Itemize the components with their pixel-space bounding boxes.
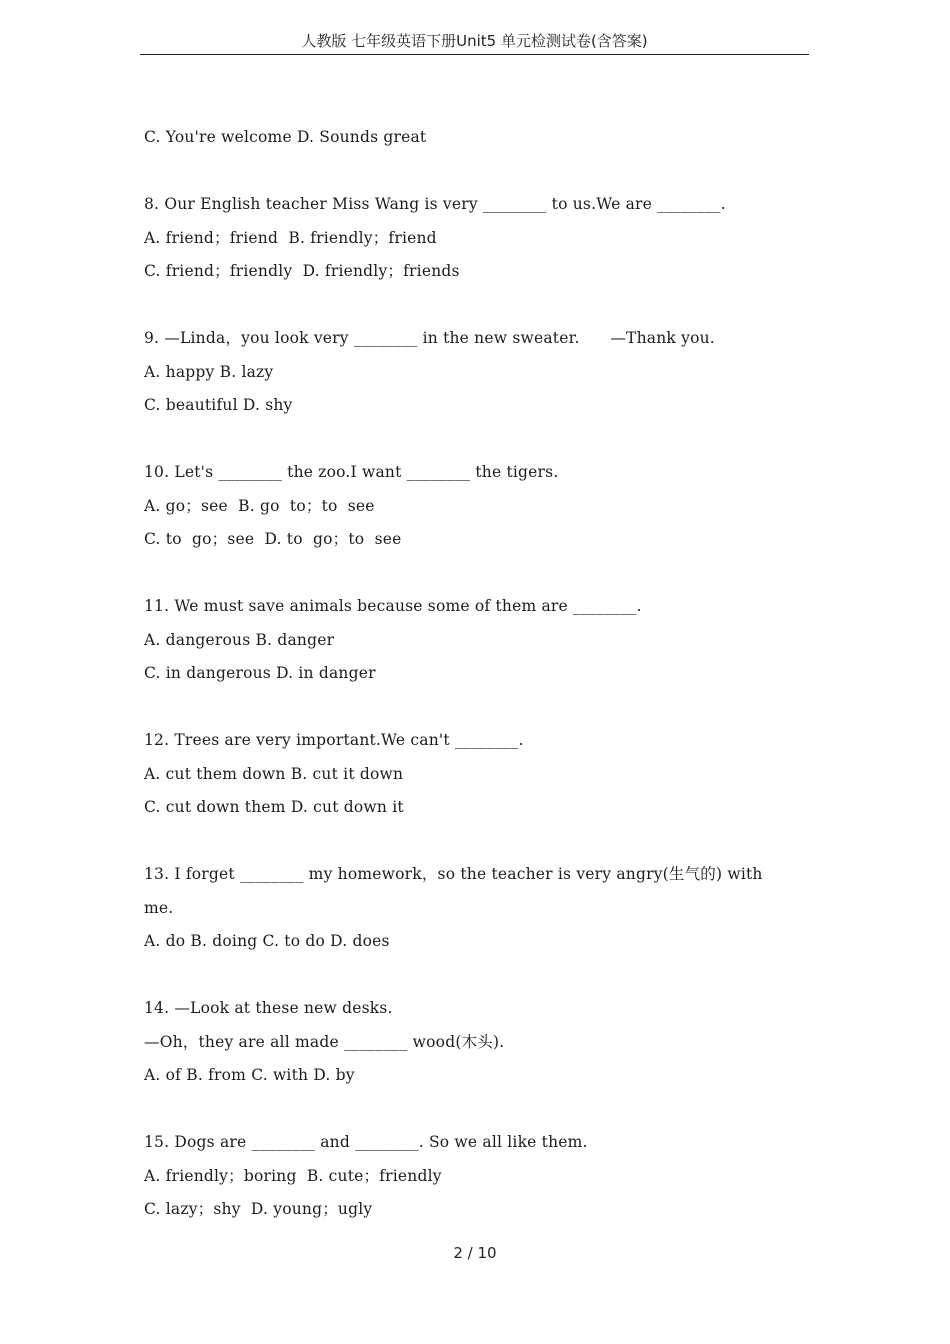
options-13: A. do B. doing C. to do D. does (144, 932, 390, 950)
page-header (140, 30, 809, 55)
question-13: 13. I forget ________ my homework，so the teacher is very angry(生气的) with (144, 865, 763, 883)
question-14: 14. —Look at these new desks. (144, 999, 393, 1017)
blank-line (144, 560, 809, 594)
question-14-response: —Oh，they are all made ________ wood(木头). (144, 1032, 505, 1051)
options-15-cd: C. lazy；shy D. young；ugly (144, 1200, 373, 1218)
options-10-ab: A. go；see B. go to；to see (144, 496, 375, 515)
question-15: 15. Dogs are ________ and ________. So we all like them. (144, 1133, 588, 1151)
options-8-cd: C. friend；friendly D. friendly；friends (144, 262, 460, 280)
options-14: A. of B. from C. with D. by (144, 1066, 355, 1084)
header-title: 人教版 七年级英语下册Unit5 单元检测试卷(含答案) (301, 32, 648, 50)
options-12-ab: A. cut them down B. cut it down (144, 764, 404, 783)
question-8: 8. Our English teacher Miss Wang is very ________ to us.We are ________. (144, 195, 726, 213)
page-number: 2 / 10 (453, 1244, 497, 1262)
question-11: 11. We must save animals because some of them are ________. (144, 597, 642, 615)
options-10-cd: C. to go；see D. to go；to see (144, 530, 402, 548)
question-13-continued: me. (144, 898, 174, 917)
options-11-ab: A. dangerous B. danger (144, 630, 335, 649)
options-8-ab: A. friend；friend B. friendly；friend (144, 228, 437, 247)
options-12-cd: C. cut down them D. cut down it (144, 798, 404, 816)
blank-line (144, 962, 809, 996)
text-line: C. You're welcome D. Sounds great (144, 128, 427, 146)
blank-line (144, 694, 809, 728)
question-10: 10. Let's ________ the zoo.I want ________ the tigers. (144, 463, 559, 481)
page-footer (0, 1244, 950, 1262)
blank-line (144, 828, 809, 862)
blank-line (144, 292, 809, 326)
blank-line (144, 1096, 809, 1130)
document-body (144, 124, 809, 1230)
blank-line (144, 158, 809, 192)
options-11-cd: C. in dangerous D. in danger (144, 664, 376, 682)
options-9-ab: A. happy B. lazy (144, 362, 274, 381)
question-9: 9. —Linda，you look very ________ in the new sweater. —Thank you. (144, 329, 715, 347)
options-9-cd: C. beautiful D. shy (144, 396, 293, 414)
blank-line (144, 426, 809, 460)
question-12: 12. Trees are very important.We can't ________. (144, 731, 524, 749)
options-15-ab: A. friendly；boring B. cute；friendly (144, 1166, 442, 1185)
